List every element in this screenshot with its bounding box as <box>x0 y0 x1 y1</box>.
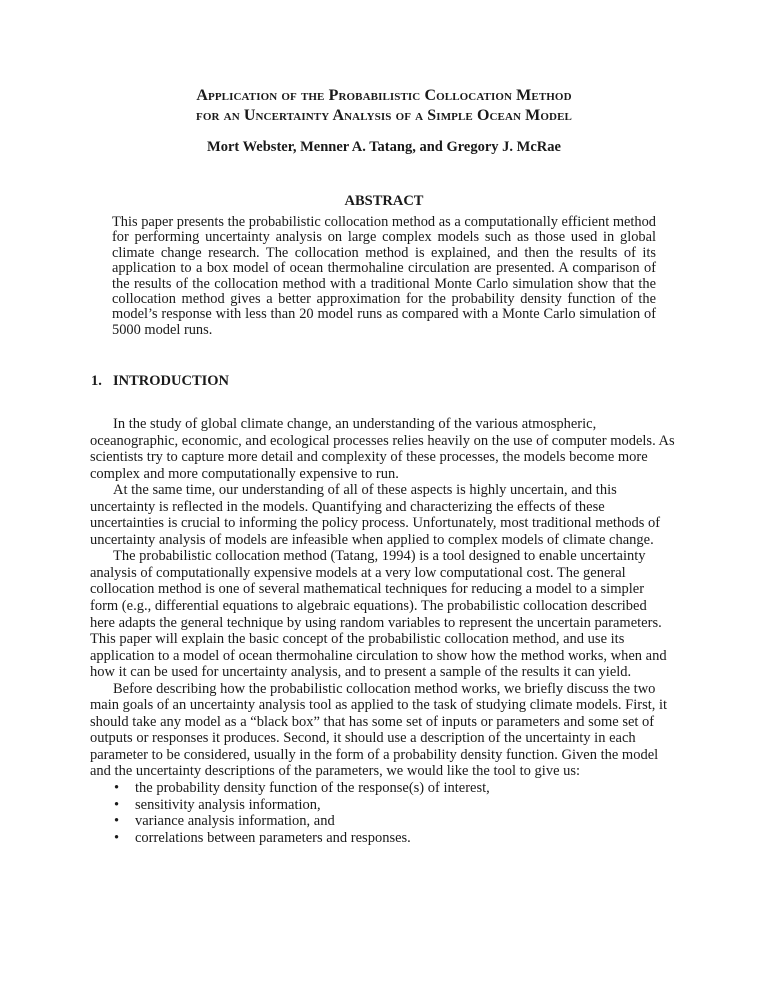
section-number: 1. <box>91 373 102 389</box>
paper-title-line-1: Application of the Probabilistic Collocation Method <box>196 87 572 104</box>
paper-title-line-2: for an Uncertainty Analysis of a Simple Ocean Model <box>196 107 572 124</box>
paragraph: The probabilistic collocation method (Tatang, 1994) is a tool designed to enable uncertainty analysis of computationally expensive models at a very low computational cost. The general collocation method is one of several mathematical techniques for reducing a model to a simpler form (e.g., differential equations to algebraic equations). The probabilistic collocation described here adapts the general technique by using random variables to represent the uncertain parameters. This paper will explain the basic concept of the probabilistic collocation method, and use its application to a model of ocean thermohaline circulation to show how the method works, when and how it can be used for uncertainty analysis, and to present a sample of the results it can yield. <box>90 548 667 681</box>
abstract-text: This paper presents the probabilistic collocation method as a computationally efficient method for performing uncertainty analysis on large complex models such as those used in global climate change research. The collocation method is explained, and then the results of its application to a box model of ocean thermohaline circulation are presented. A comparison of the results of the collocation method with a traditional Monte Carlo simulation show that the collocation method gives a better approximation for the probability density function of the model’s response with less than 20 model runs as compared with a Monte Carlo simulation of 5000 model runs. <box>112 214 656 338</box>
paragraph: At the same time, our understanding of all of these aspects is highly uncertain, and this uncertainty is reflected in the models. Quantifying and characterizing the effects of these uncertainties is crucial to informing the policy process. Unfortunately, most traditional methods of uncertainty analysis of models are infeasible when applied to complex models of climate change. <box>90 482 661 548</box>
bullet-icon: • <box>114 796 120 813</box>
bullet-item <box>90 830 675 847</box>
bullet-item <box>90 813 675 830</box>
paragraph: In the study of global climate change, an understanding of the various atmospheric, oceanographic, economic, and ecological processes relies heavily on the use of computer models. As scientists try to capture more detail and complexity of these processes, the models become more complex and more computationally expensive to run. <box>90 416 675 482</box>
bullet-icon: • <box>114 829 120 846</box>
goals-bullet-list <box>90 780 675 846</box>
bullet-text: sensitivity analysis information, <box>135 796 321 813</box>
bullet-item <box>90 780 675 797</box>
bullet-icon: • <box>114 813 120 830</box>
bullet-text: variance analysis information, and <box>135 813 335 830</box>
section-title: INTRODUCTION <box>113 373 230 389</box>
bullet-item <box>90 797 675 814</box>
bullet-text: the probability density function of the response(s) of interest, <box>135 780 490 797</box>
bullet-text: correlations between parameters and responses. <box>135 829 411 846</box>
paragraph: Before describing how the probabilistic collocation method works, we briefly discuss the two main goals of an uncertainty analysis tool as applied to the task of studying climate models. First, it should take any model as a “black box” that has some set of inputs or parameters and some set of outputs or responses it produces. Second, it should use a description of the uncertainty in each parameter to be considered, usually in the form of a probability density function. Given the model and the uncertainty descriptions of the parameters, we would like the tool to give us: <box>90 680 668 780</box>
abstract-heading: ABSTRACT <box>344 193 424 209</box>
section-body <box>90 416 675 846</box>
section-heading-introduction <box>91 372 229 390</box>
paper-title <box>0 86 768 126</box>
bullet-icon: • <box>114 780 120 797</box>
author-list: Mort Webster, Menner A. Tatang, and Gregory J. McRae <box>207 139 561 155</box>
